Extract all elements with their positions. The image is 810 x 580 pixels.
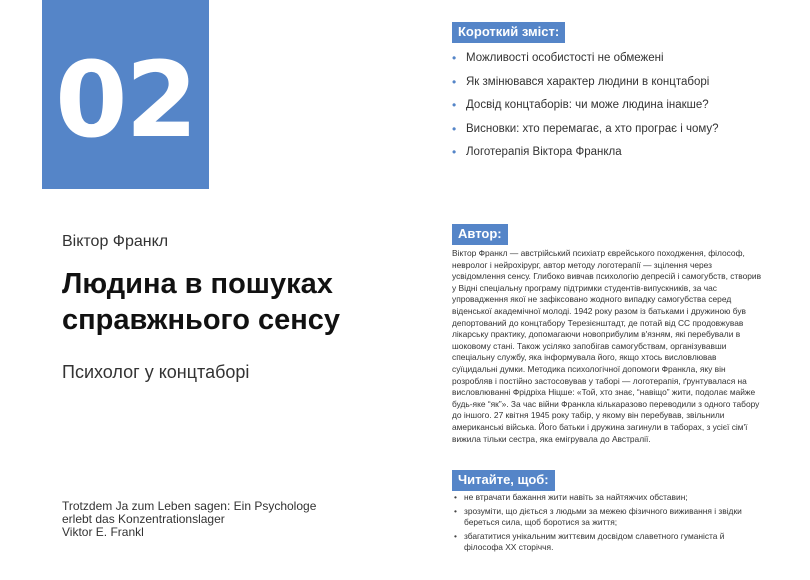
summary-list: [452, 51, 719, 169]
original-title-line: erlebt das Konzentrationslager: [62, 512, 225, 526]
bullet-icon: •: [454, 530, 457, 541]
summary-label: Короткий зміст:: [452, 22, 565, 43]
summary-item: • Досвід концтаборів: чи може людина інакше?: [452, 98, 709, 112]
bullet-icon: •: [452, 74, 457, 89]
chapter-number-block: [42, 0, 209, 189]
bullet-icon: •: [452, 121, 457, 136]
summary-item: • Можливості особистості не обмежені: [452, 51, 664, 65]
original-title-block: [62, 500, 362, 539]
original-author-line: Viktor E. Frankl: [62, 525, 144, 539]
book-author: Віктор Франкл: [62, 233, 169, 250]
read-label: Читайте, щоб:: [452, 470, 555, 491]
book-title: Людина в пошуках справжнього сенсу: [62, 268, 341, 336]
bullet-icon: •: [452, 145, 457, 159]
bullet-icon: •: [454, 505, 457, 516]
summary-item: • Висновки: хто перемагає, а хто програє і чому?: [452, 121, 719, 136]
read-reason-item: • зрозуміти, що діється з людьми за межею фізичного виживання і звідки береться сила, щоб боротися за життя;: [454, 505, 742, 528]
author-bio: Віктор Франкл — австрійський психіатр єврейського походження, філософ, невролог і нейрохірург, автор методу логотерапії — зцілення через усвідомлення сенсу. Глибоко вивчав психологію депресій і самогубств, створив у Відні спеціальну програму підтримки студентів-випускників, за час упровадження якої не зафіксовано жодного випадку самогубства серед віденської академічної молоді. 1942 року разом із батьками і дружиною був депортований до концтабору Терезієнштадт, де потай від СС продовжував лікарську практику, допомагаючи новоприбулим в'язням, які перебували в шоковому стані. Також усіляко запобігав самогубствам, організувавши спеціальну службу, яка інформувала його, якщо хтось висловлював суїцидальні думки. Методика психологічної допомоги Франкла, яку він розробляв і постійно застосовував у таборі — логотерапія, ґрунтувалася на висловлюванні Фрідріха Ніцше: «Той, хто знає, “навіщо” жити, подолає майже будь-яке “як”». За час війни Франкла кількаразово переводили з одного табору до іншого. 27 квітня 1945 року табір, у якому він перебував, звільнили американські війська. Його батьки і дружина загинули в таборах, з усієї сім'ї вижила тільки сестра, яка емігрувала до Австралії.: [452, 248, 762, 444]
bullet-icon: •: [454, 492, 457, 502]
bullet-icon: •: [452, 51, 457, 65]
original-title-line: Trotzdem Ja zum Leben sagen: Ein Psychologe: [62, 499, 317, 513]
summary-item: • Логотерапія Віктора Франкла: [452, 145, 622, 159]
read-reasons-list: [452, 492, 762, 556]
book-subtitle: Психолог у концтаборі: [62, 362, 250, 382]
bullet-icon: •: [452, 98, 457, 112]
author-label: Автор:: [452, 224, 508, 245]
summary-item: • Як змінювався характер людини в концтаборі: [452, 74, 710, 89]
read-reason-item: • не втрачати бажання жити навіть за найтяжчих обставин;: [454, 492, 688, 502]
read-reason-item: • збагатитися унікальним життєвим досвідом славетного гуманіста й філософа XX сторіччя.: [454, 530, 725, 553]
chapter-number: 02: [55, 38, 196, 161]
